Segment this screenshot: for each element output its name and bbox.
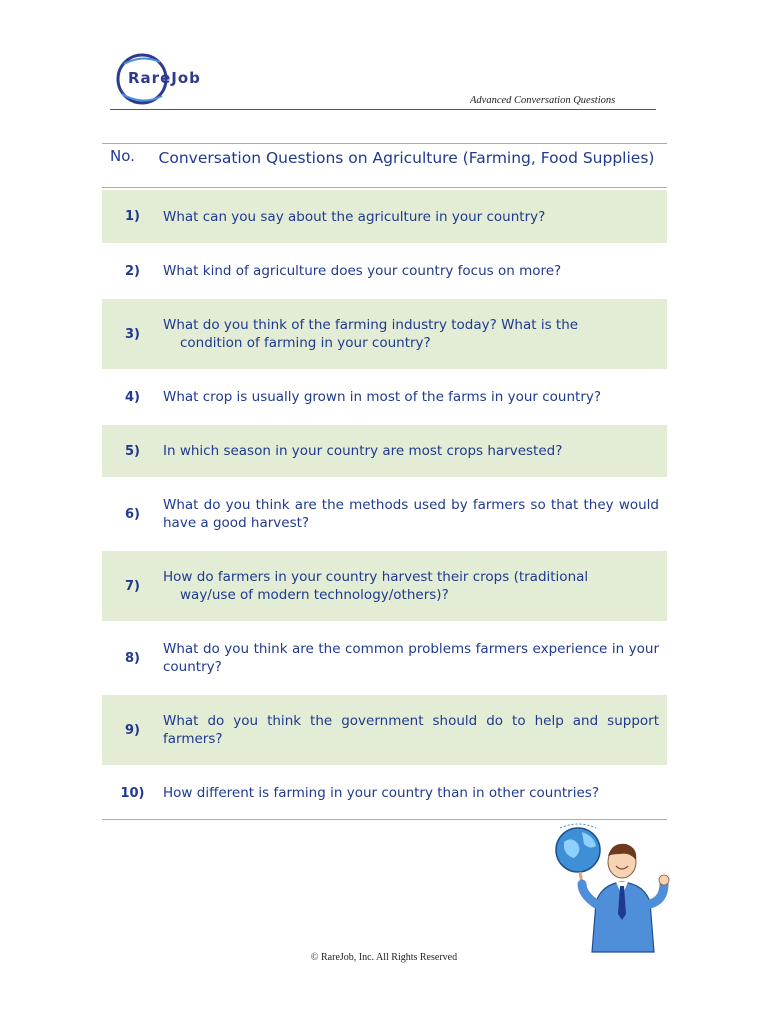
row-number: 9) [125,722,140,738]
question-text: What do you think are the methods used by farmers so that they would have a good harvest? [163,497,659,531]
row-number: 5) [125,443,140,459]
table-row [102,621,667,693]
question-text: What kind of agriculture does your country focus on more? [163,263,562,279]
logo-text: RareJob [128,69,201,87]
question-line-2: way/use of modern technology/others)? [180,587,449,603]
question-line-1: How do farmers in your country harvest their crops (traditional [163,569,589,585]
question-text: In which season in your country are most crops harvested? [163,443,563,459]
question-text: What can you say about the agriculture in your country? [163,208,546,225]
row-number: 7) [125,578,140,594]
table-row [102,369,667,423]
table-row [102,423,667,477]
table-row [102,477,667,549]
table-row [102,765,667,819]
row-number: 3) [125,326,140,342]
question-text [163,568,667,604]
row-number: 4) [125,389,140,405]
question-line-2: condition of farming in your country? [180,335,431,351]
table-row [102,693,667,765]
header-divider [110,109,656,110]
column-header-no: No. [110,147,135,165]
question-text: What do you think the government should do to help and support farmers? [163,713,659,747]
question-text [163,316,667,352]
table-bottom-rule [102,819,667,820]
row-number: 8) [125,650,140,666]
table-row [102,243,667,297]
table-row [102,188,667,243]
question-text: What do you think are the common problems farmers experience in your country? [163,641,659,675]
table-row [102,549,667,621]
businessman-globe-illustration [552,822,670,954]
table-header [102,143,667,188]
table-title: Conversation Questions on Agriculture (Farming, Food Supplies) [158,149,655,167]
row-number: 6) [125,506,140,522]
header-subtitle: Advanced Conversation Questions [470,95,616,106]
table-row [102,297,667,369]
row-number: 10) [120,785,145,801]
question-line-1: What do you think of the farming industry today? What is the [163,317,579,333]
question-text: What crop is usually grown in most of the farms in your country? [163,389,602,405]
row-number: 1) [125,209,140,224]
copyright-footer: © RareJob, Inc. All Rights Reserved [310,952,458,963]
row-number: 2) [125,263,140,279]
questions-table [102,143,667,820]
question-text: How different is farming in your country than in other countries? [163,785,599,801]
